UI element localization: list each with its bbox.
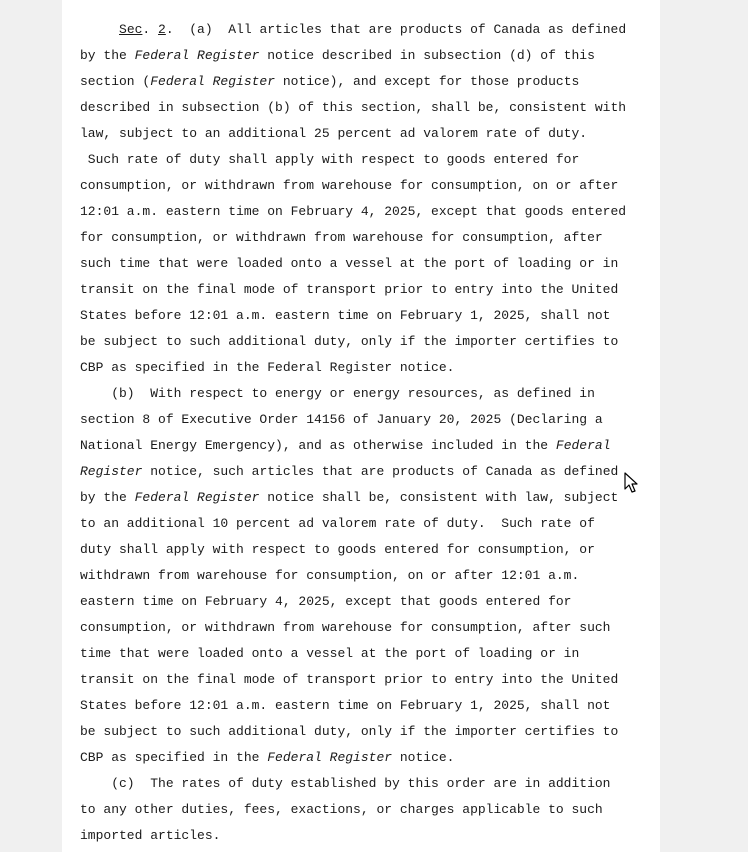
text-line (80, 511, 595, 537)
text-run: CBP as specified in the Federal Register notice. (80, 360, 455, 375)
text-run: notice, such articles that are products of Canada as defined (142, 464, 619, 479)
text-line (80, 667, 618, 693)
text-run: duty shall apply with respect to goods entered for consumption, or (80, 542, 595, 557)
text-run: Such rate of duty shall apply with respect to goods entered for (80, 152, 580, 167)
document-page (62, 0, 660, 852)
text-line (80, 641, 579, 667)
underlined-text: Sec (119, 22, 143, 37)
text-line (80, 485, 618, 511)
text-run: be subject to such additional duty, only if the importer certifies to (80, 334, 619, 349)
italic-text: Federal Register (267, 750, 393, 765)
text-run: to an additional 10 percent ad valorem rate of duty. Such rate of (80, 516, 595, 531)
text-run: . (a) All articles that are products of Canada as defined (165, 22, 627, 37)
text-run: by the (80, 48, 135, 63)
text-run: described in subsection (b) of this section, shall be, consistent with (80, 100, 627, 115)
text-run: for consumption, or withdrawn from warehouse for consumption, after (80, 230, 603, 245)
text-run: CBP as specified in the (80, 750, 268, 765)
text-run: notice shall be, consistent with law, subject (259, 490, 619, 505)
text-run: section 8 of Executive Order 14156 of January 20, 2025 (Declaring a (80, 412, 603, 427)
text-line (80, 589, 571, 615)
text-run: eastern time on February 4, 2025, except that goods entered for (80, 594, 572, 609)
text-line (80, 745, 454, 771)
text-line (80, 121, 587, 147)
text-run: section ( (80, 74, 151, 89)
text-run (80, 22, 119, 37)
text-line (80, 823, 220, 849)
text-line (80, 303, 611, 329)
text-line (80, 797, 603, 823)
text-line (80, 693, 611, 719)
text-run: transit on the final mode of transport prior to entry into the United (80, 282, 619, 297)
text-line (80, 173, 618, 199)
text-run: (b) With respect to energy or energy resources, as defined in (80, 386, 595, 401)
text-run: 12:01 a.m. eastern time on February 4, 2025, except that goods entered (80, 204, 627, 219)
text-run: States before 12:01 a.m. eastern time on February 1, 2025, shall not (80, 308, 611, 323)
text-line (80, 199, 626, 225)
text-line (80, 459, 618, 485)
text-run: consumption, or withdrawn from warehouse for consumption, after such (80, 620, 611, 635)
text-line (80, 277, 618, 303)
text-run: to any other duties, fees, exactions, or charges applicable to such (80, 802, 603, 817)
italic-text: Federal (555, 438, 611, 453)
italic-text: Federal Register (134, 48, 260, 63)
text-line (80, 355, 454, 381)
text-run: . (142, 22, 159, 37)
text-line (80, 69, 579, 95)
text-line (80, 147, 579, 173)
text-line (80, 251, 618, 277)
text-run: National Energy Emergency), and as otherwise included in the (80, 438, 556, 453)
italic-text: Federal Register (134, 490, 260, 505)
text-run: States before 12:01 a.m. eastern time on February 1, 2025, shall not (80, 698, 611, 713)
underlined-text: 2 (158, 22, 166, 37)
text-line (80, 615, 611, 641)
text-run: time that were loaded onto a vessel at the port of loading or in (80, 646, 580, 661)
text-run: law, subject to an additional 25 percent ad valorem rate of duty. (80, 126, 588, 141)
italic-text: Register (80, 464, 143, 479)
text-run: withdrawn from warehouse for consumption, on or after 12:01 a.m. (80, 568, 580, 583)
text-run: such time that were loaded onto a vessel at the port of loading or in (80, 256, 619, 271)
text-run: (c) The rates of duty established by this order are in addition (80, 776, 611, 791)
mouse-pointer-icon (624, 472, 640, 494)
text-run: notice), and except for those products (275, 74, 580, 89)
text-line (80, 17, 626, 43)
text-run: transit on the final mode of transport prior to entry into the United (80, 672, 619, 687)
text-line (80, 433, 611, 459)
text-run: consumption, or withdrawn from warehouse for consumption, on or after (80, 178, 619, 193)
text-line (80, 563, 579, 589)
text-line (80, 329, 618, 355)
text-line (80, 381, 595, 407)
text-line (80, 719, 618, 745)
text-run: be subject to such additional duty, only if the importer certifies to (80, 724, 619, 739)
text-run: imported articles. (80, 828, 221, 843)
text-run: by the (80, 490, 135, 505)
text-run: notice described in subsection (d) of this (259, 48, 595, 63)
text-line (80, 225, 603, 251)
text-line (80, 407, 603, 433)
text-line (80, 537, 595, 563)
text-run: notice. (392, 750, 455, 765)
text-line (80, 95, 626, 121)
italic-text: Federal Register (150, 74, 276, 89)
text-line (80, 43, 595, 69)
text-line (80, 771, 611, 797)
